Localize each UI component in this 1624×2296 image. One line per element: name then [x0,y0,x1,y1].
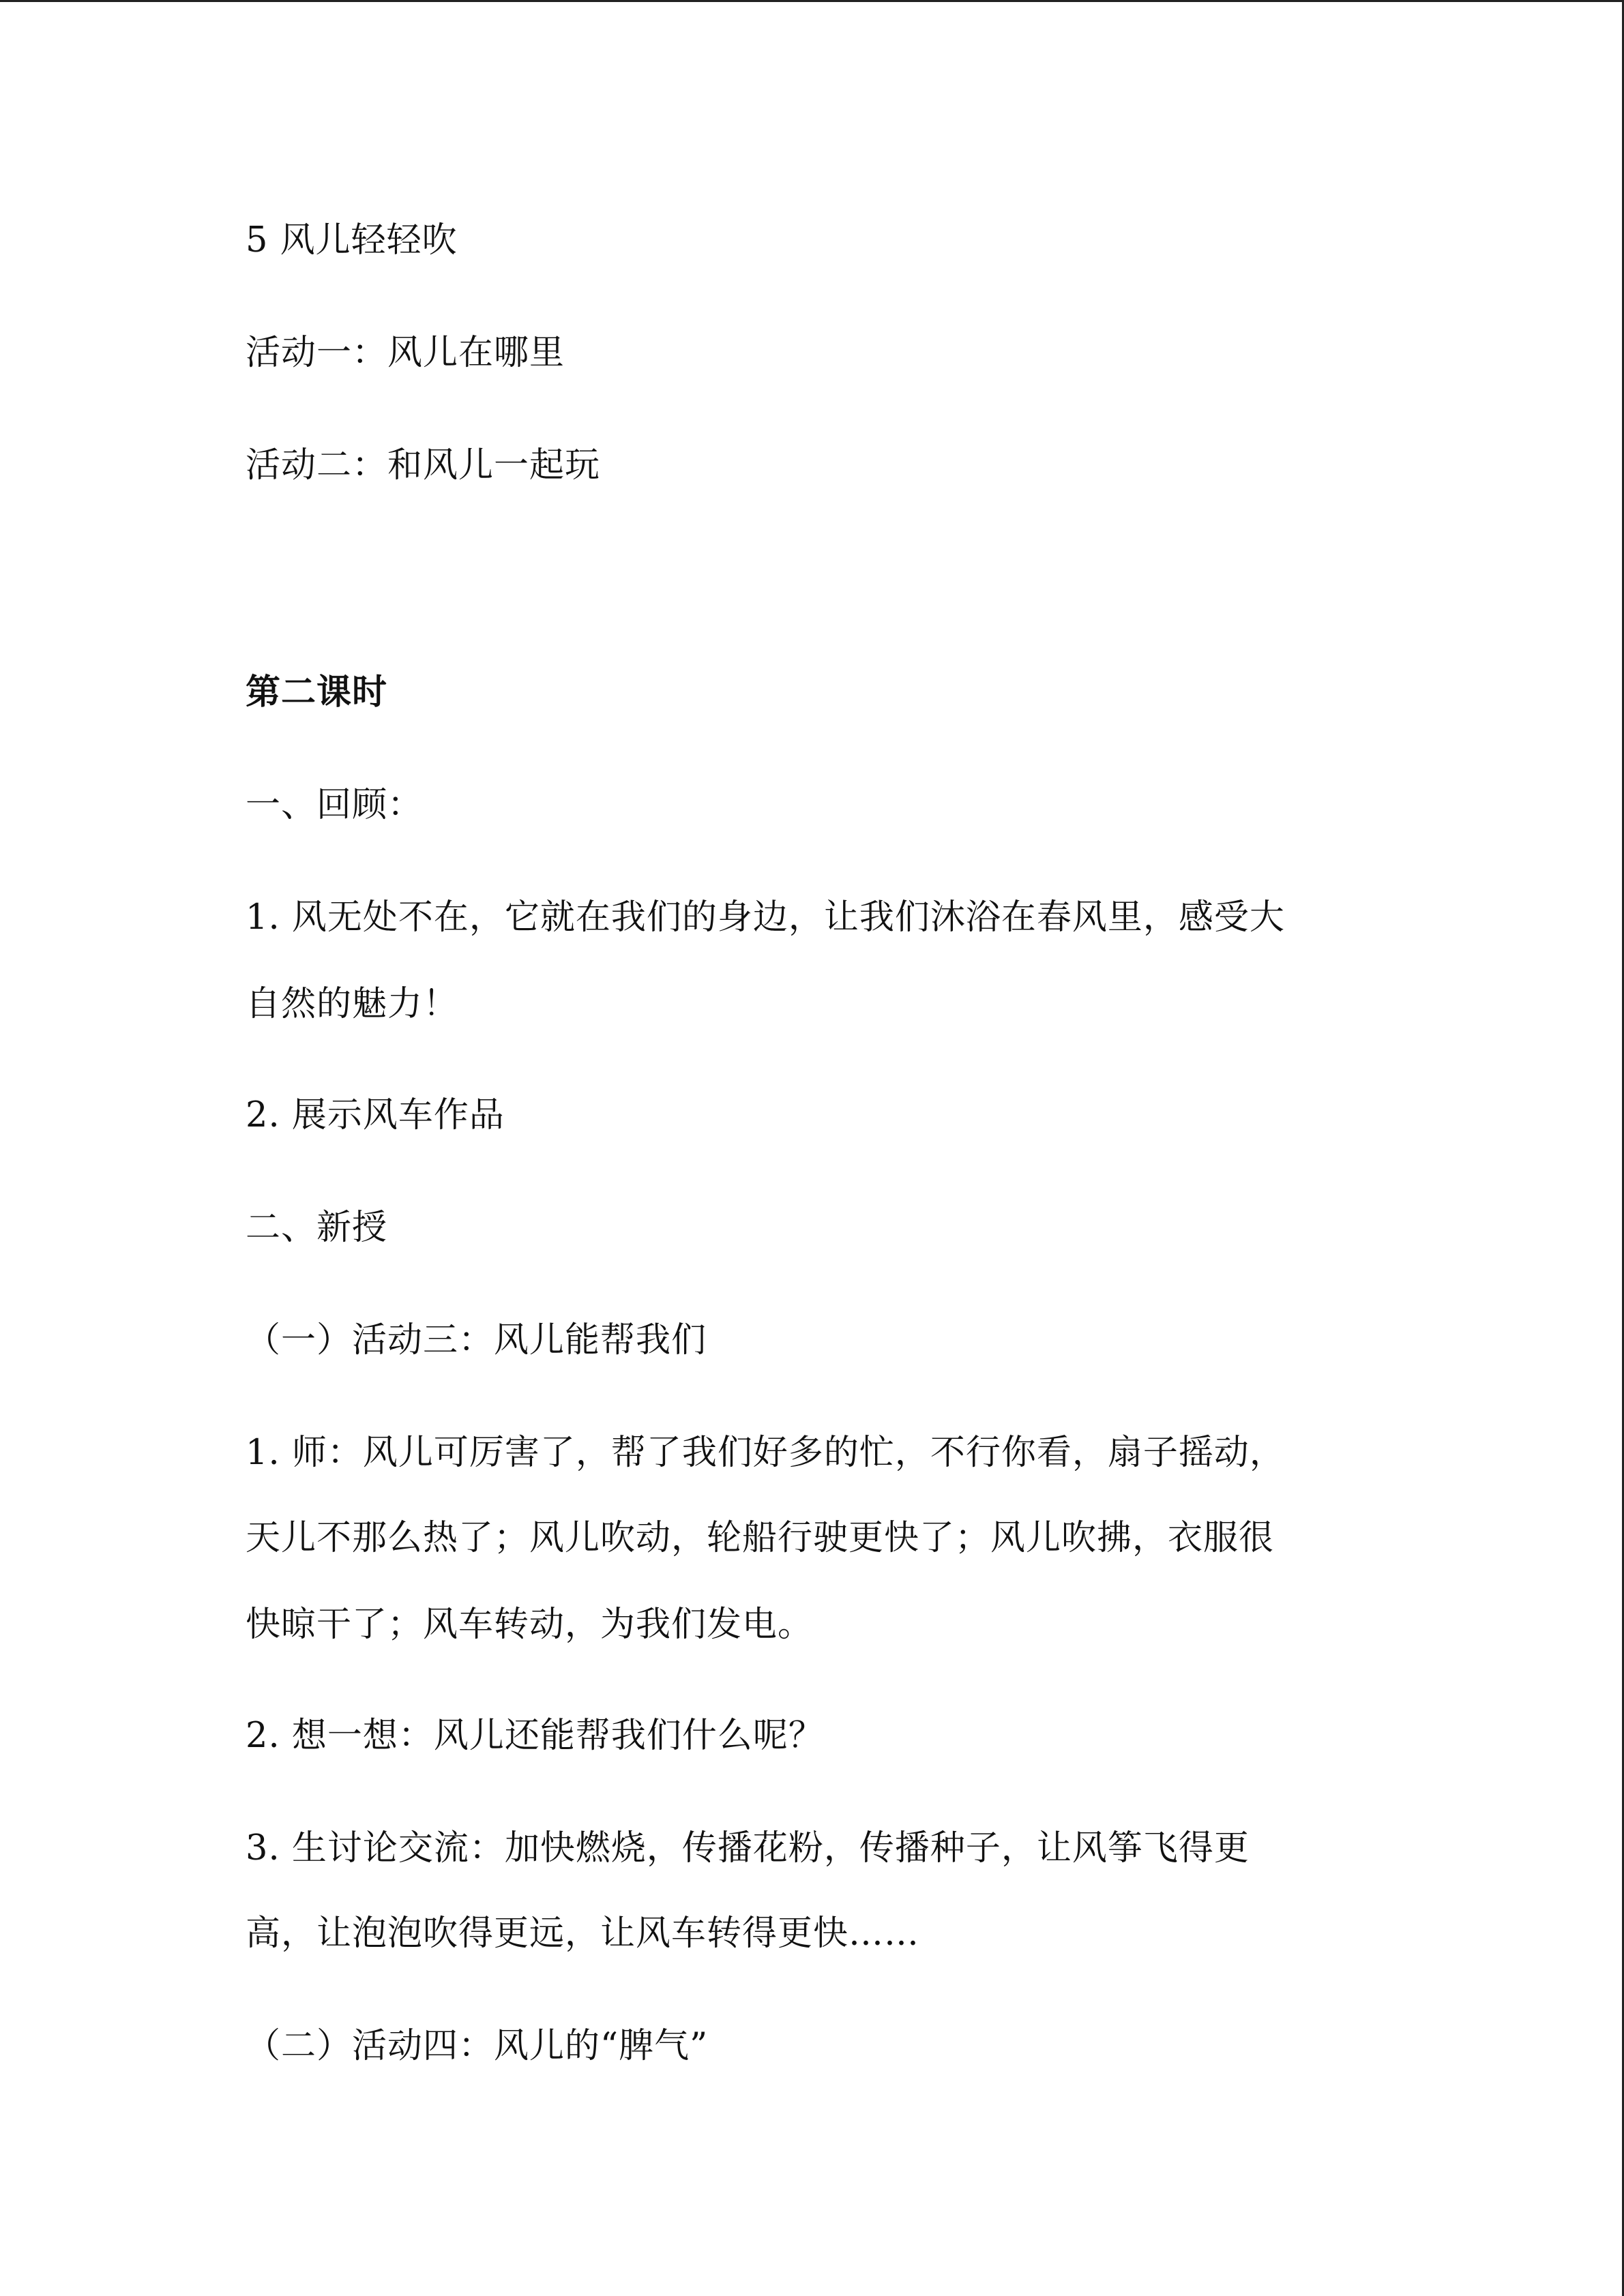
activity-two: 活动二：和风儿一起玩 [246,445,601,486]
section-two-heading: （二）活动四：风儿的“脾气” [246,2026,709,2066]
review-item-2: 2. 展示风车作品 [246,1095,505,1135]
lesson-title: 第二课时 [246,672,388,713]
section-one-item-3-line-1: 3. 生讨论交流：加快燃烧，传播花粉，传播种子，让风筝飞得更 [246,1828,1250,1868]
section-one-item-1-line-2: 天儿不那么热了；风儿吹动，轮船行驶更快了；风儿吹拂，衣服很 [246,1518,1275,1558]
section-one-item-2: 2. 想一想：风儿还能帮我们什么呢？ [246,1716,824,1756]
review-heading: 一、回顾： [246,785,424,825]
review-item-1-line-1: 1. 风无处不在，它就在我们的身边，让我们沐浴在春风里，感受大 [246,897,1285,938]
section-one-heading: （一）活动三：风儿能帮我们 [246,1320,707,1360]
activity-one: 活动一：风儿在哪里 [246,333,565,373]
review-item-1-line-2: 自然的魅力！ [246,984,459,1024]
section-one-item-3-line-2: 高，让泡泡吹得更远，让风车转得更快…… [246,1913,920,1954]
document-heading: 5 风儿轻轻吹 [246,220,458,260]
section-one-item-1-line-1: 1. 师：风儿可厉害了，帮了我们好多的忙，不行你看，扇子摇动， [246,1433,1285,1473]
section-one-item-1-line-3: 快晾干了；风车转动，为我们发电。 [246,1605,814,1645]
new-lesson-heading: 二、新授 [246,1208,388,1248]
